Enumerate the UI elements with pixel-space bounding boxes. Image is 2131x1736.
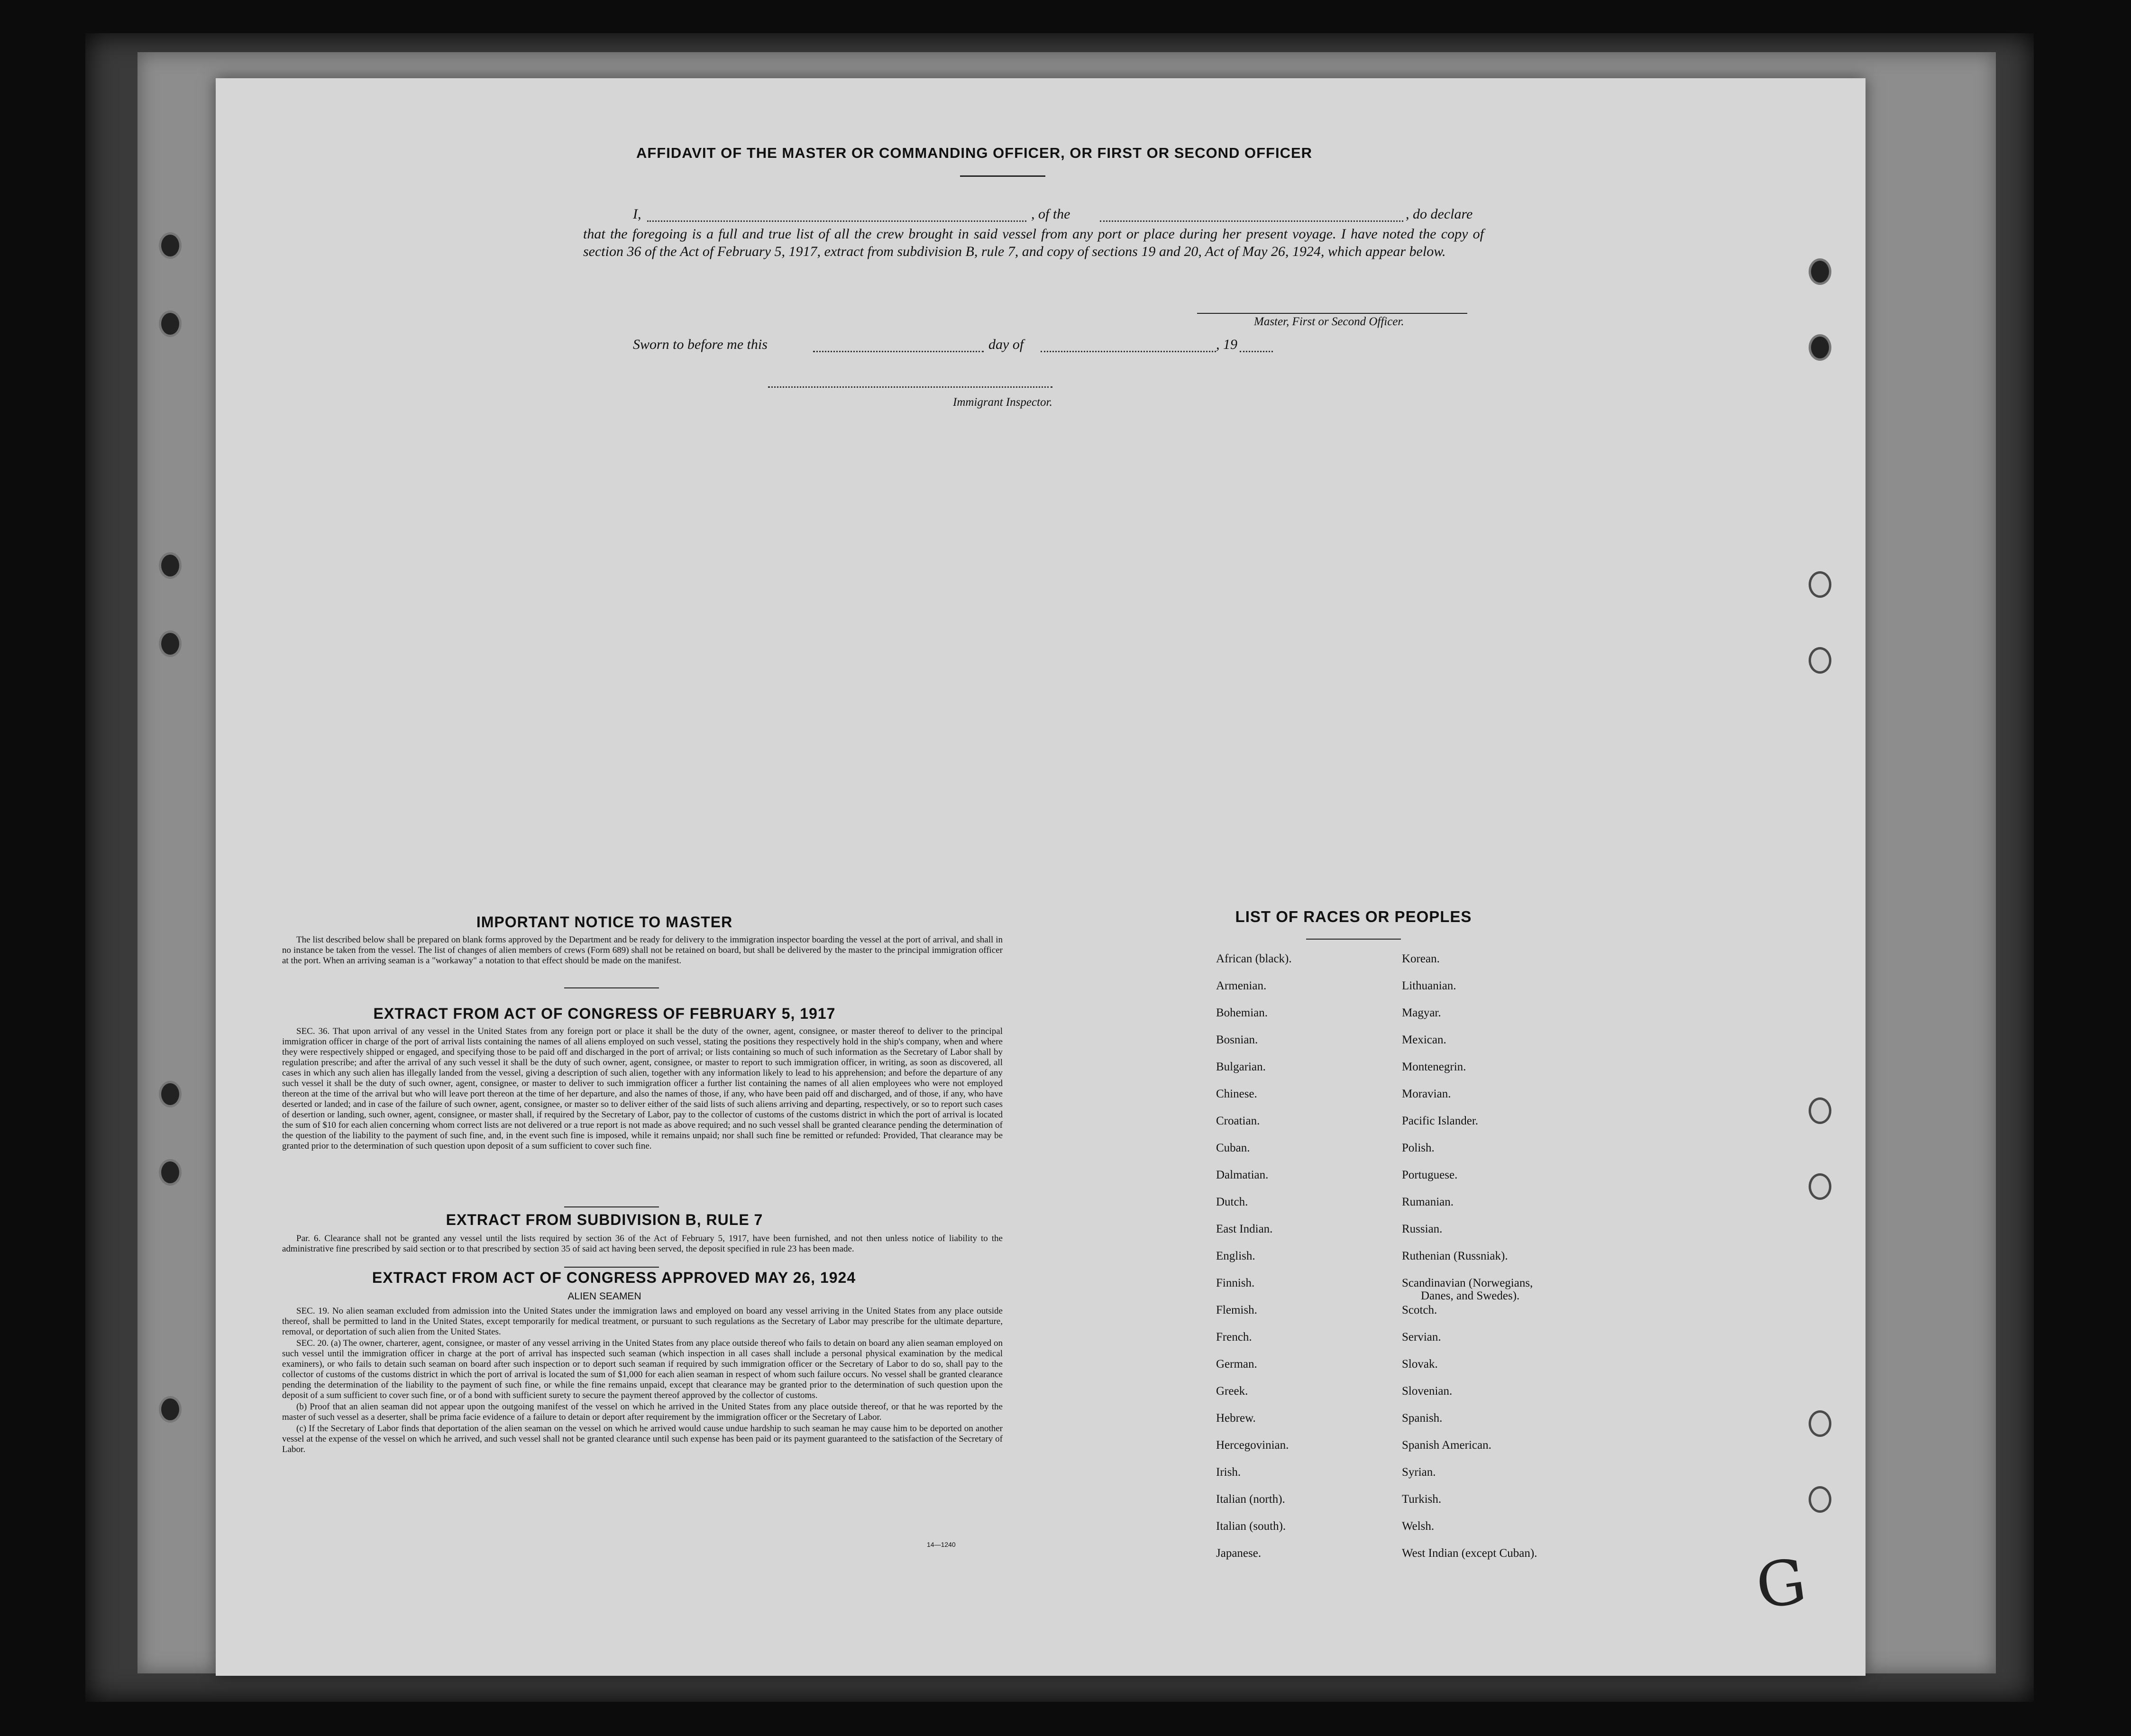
binder-hole [159,311,182,337]
race-item: Dalmatian. [1216,1169,1269,1181]
year-label: , 19 [1216,337,1237,352]
sworn-day-blank[interactable] [813,351,984,352]
races-right-list [1402,952,1537,1573]
race-item: Spanish. [1402,1412,1443,1425]
extract-rule7-text: Par. 6. Clearance shall not be granted any vessel until the lists required by section 36 of the Act of February 5, 1917, have been furnished, and not then unless notice of liability to the administrative fine prescribed by said section or to that prescribed by section 35 of said act having been served, the deposit specified in rule 23 has been made. [282,1233,1003,1254]
race-item: Italian (south). [1216,1520,1286,1533]
race-item: Croatian. [1216,1115,1260,1127]
sec20a-text: SEC. 20. (a) The owner, charterer, agent, consignee, or master of any vessel arriving in the United States from any place outside thereof who fails to detain on board any alien seaman employed on such vessel until the immigration officer in charge at the port of arrival has inspected such seaman (which inspection in all cases shall include a personal physical examination by the medical examiners), or who fails to detain such seaman on board after such inspection or to deport such seaman if required by such immigration officer or the Secretary of Labor to do so, shall pay to the collector of customs of the customs district in which the port of arrival is located the sum of $1,000 for each alien seaman in respect of whom such failure occurs. No vessel shall be granted clearance pending the determination of the liability to the payment of such fine, or while the fine remains unpaid, except that clearance may be granted prior to the determination of such question upon the deposit of a sum sufficient to cover such fine, or of a bond with sufficient surety to secure the payment thereof approved by the collector of customs. [282,1338,1003,1400]
sec20c-text: (c) If the Secretary of Labor finds that deportation of the alien seaman on the vessel on which he arrived would cause undue hardship to such seaman he may cause him to be deported on another vessel at the expense of the vessel on which he arrived, and such vessel shall not be granted clearance until such expense has been paid or its payment guaranteed to the satisfaction of the Secretary of Labor. [282,1424,1003,1454]
alien-seamen-subtitle: ALIEN SEAMEN [567,1291,641,1302]
extract-1924-title: EXTRACT FROM ACT OF CONGRESS APPROVED MAY 26, 1924 [372,1269,856,1286]
race-item: Rumanian. [1402,1196,1454,1208]
race-item: African (black). [1216,952,1292,965]
race-item: East Indian. [1216,1223,1273,1235]
inspector-label: Immigrant Inspector. [953,396,1052,409]
binder-hole [1809,258,1831,285]
race-item: Lithuanian. [1402,979,1456,992]
race-item: Polish. [1402,1142,1435,1154]
binder-hole [159,552,182,579]
race-item: Spanish American. [1402,1439,1491,1452]
form-number: 14—1240 [927,1541,956,1548]
binder-hole [1809,1410,1831,1437]
race-item: Scotch. [1402,1304,1437,1316]
master-signature-label: Master, First or Second Officer. [1254,315,1404,328]
extract-1917-title: EXTRACT FROM ACT OF CONGRESS OF FEBRUARY 5, 1917 [373,1005,836,1022]
race-item: Japanese. [1216,1547,1262,1560]
race-item: Chinese. [1216,1087,1257,1100]
binder-hole [159,1159,182,1186]
notice-title: IMPORTANT NOTICE TO MASTER [476,914,733,931]
notice-text: The list described below shall be prepared on blank forms approved by the Department and be ready for delivery to the immigration inspector boarding the vessel at the port of arrival, and shall in no instance be taken from the vessel. The list of changes of alien members of crews (Form 689) shall not be retained on board, but shall be delivered by the master to the principal immigration officer at the port. When an arriving seaman is a "workaway" a notation to that effect should be made on the manifest. [282,935,1003,966]
race-item: Mexican. [1402,1033,1446,1046]
race-item: Magyar. [1402,1006,1441,1019]
affidavit-i-label: I, [633,206,641,222]
binder-hole [1809,647,1831,674]
race-item: Bulgarian. [1216,1060,1266,1073]
binder-hole [159,1081,182,1107]
race-item: Bohemian. [1216,1006,1268,1019]
race-item: Welsh. [1402,1520,1435,1533]
signature-line[interactable] [1197,313,1467,314]
race-item: Korean. [1402,952,1440,965]
race-item: Dutch. [1216,1196,1248,1208]
extract-1917-body [282,1026,1003,1152]
name-blank[interactable] [647,220,1026,222]
race-item: Montenegrin. [1402,1060,1466,1073]
race-item: Cuban. [1216,1142,1250,1154]
race-item: Flemish. [1216,1304,1257,1316]
binder-hole [159,232,182,259]
race-item: Danes, and Swedes). [1421,1289,1520,1302]
sworn-label: Sworn to before me this [633,337,768,352]
race-item: Slovenian. [1402,1385,1453,1398]
race-item: Armenian. [1216,979,1267,992]
title-rule [960,175,1045,177]
race-item: German. [1216,1358,1257,1371]
inspector-signature-line[interactable] [768,386,1052,388]
handwritten-mark: G [1751,1544,1811,1623]
race-item: Pacific Islander. [1402,1115,1479,1127]
section-rule [564,987,659,988]
binder-hole [1809,1173,1831,1200]
race-item: Russian. [1402,1223,1443,1235]
section-rule [564,1267,659,1268]
race-item: Bosnian. [1216,1033,1258,1046]
race-item: Syrian. [1402,1466,1436,1479]
race-item: Portuguese. [1402,1169,1458,1181]
race-item: Slovak. [1402,1358,1438,1371]
race-item: Turkish. [1402,1493,1442,1506]
race-item: Italian (north). [1216,1493,1285,1506]
notice-body [282,935,1003,967]
declaration-text: that the foregoing is a full and true list of all the crew brought in said vessel from any port or place during her present voyage. I have noted the copy of section 36 of the Act of February 5, 1917, extract from subdivision B, rule 7, and copy of sections 19 and 20, Act of May 26, 1924, which appear below. [583,226,1484,259]
races-title: LIST OF RACES OR PEOPLES [1235,908,1472,925]
race-item: Scandinavian (Norwegians, [1402,1277,1533,1289]
race-item: Irish. [1216,1466,1241,1479]
binder-hole [159,1396,182,1423]
extract-rule7-title: EXTRACT FROM SUBDIVISION B, RULE 7 [446,1211,763,1228]
section-rule [564,1206,659,1207]
title-rule [1306,939,1401,940]
binder-hole [1809,1486,1831,1513]
race-item: Ruthenian (Russniak). [1402,1250,1508,1262]
extract-1917-text: SEC. 36. That upon arrival of any vessel in the United States from any foreign port or place it shall be the duty of the owner, agent, consignee, or master thereof to deliver to the principal immigration officer in charge of the port of arrival lists containing the names of all aliens employed on such vessel, stating the positions they respectively hold in the ship's company, when and where they were respectively shipped or engaged, and specifying those to be paid off and discharged in the port of arrival; or lists containing so much of such information as the Secretary of Labor shall by regulation prescribe; and after the arrival of any such vessel it shall be the duty of such owner, agent, consignee, or master to report to such immigration officer, in writing, as soon as discovered, all cases in which any such alien has illegally landed from the vessel, giving a description of such alien, together with any information likely to lead to his apprehension; and before the departure of any such vessel it shall be the duty of such owner, agent, consignee, or master to deliver to such immigration officer a further list containing the names of all alien employees who were not employed thereon at the time of the arrival but who will leave port thereon at the time of her departure, and also the names of those, if any, who have been paid off and discharged, and of those, if any, who have deserted or landed; and in case of the failure of such owner, agent, consignee, or master so to deliver either of the said lists of such aliens arriving and departing, respectively, or so to report such cases of desertion or landing, such owner, agent, consignee, or master shall, if required by the Secretary of Labor, pay to the collector of customs of the customs district in which the port of arrival is located the sum of $10 for each alien concerning whom correct lists are not delivered or a true report is not made as above required; and no such vessel shall be granted clearance pending the determination of the question of the liability to the payment of such fine, and, in the event such fine is imposed, while it remains unpaid; nor shall such fine be remitted or refunded: Provided, That clearance may be granted prior to the determination of such question upon deposit of a sum sufficient to cover such fine. [282,1026,1003,1151]
races-left-list [1216,952,1292,1573]
race-item: Hercegovinian. [1216,1439,1289,1452]
race-item: West Indian (except Cuban). [1402,1547,1537,1560]
extract-1924-body [282,1306,1003,1456]
race-item: Moravian. [1402,1087,1451,1100]
sworn-year-blank[interactable] [1240,351,1273,352]
binder-hole [1809,334,1831,361]
race-item: Hebrew. [1216,1412,1256,1425]
extract-rule7-body [282,1233,1003,1255]
race-item: English. [1216,1250,1255,1262]
race-item: French. [1216,1331,1252,1343]
binder-hole [159,630,182,657]
race-item: Greek. [1216,1385,1248,1398]
do-declare-label: , do declare [1406,206,1473,222]
sec19-text: SEC. 19. No alien seaman excluded from admission into the United States under the immigration laws and employed on board any vessel arriving in the United States from any place outside thereof, shall be permitted to land in the United States, except temporarily for medical treatment, or pursuant to such regulations as the Secretary of Labor may prescribe for the ultimate departure, removal, or deportation of such alien from the United States. [282,1306,1003,1337]
vessel-blank[interactable] [1100,220,1403,222]
form-sheet [216,78,1866,1676]
affidavit-title: AFFIDAVIT OF THE MASTER OR COMMANDING OFFICER, OR FIRST OR SECOND OFFICER [636,145,1313,161]
binder-hole [1809,571,1831,598]
of-the-label: , of the [1031,206,1070,222]
sec20b-text: (b) Proof that an alien seaman did not appear upon the outgoing manifest of the vessel on which he arrived in the United States from any place outside thereof, or that he was reported by the master of such vessel as a deserter, shall be prima facie evidence of a failure to detain or deport after requirement by the immigration officer or the Secretary of Labor. [282,1402,1003,1422]
race-item: Finnish. [1216,1277,1255,1289]
binder-hole [1809,1097,1831,1124]
sworn-month-blank[interactable] [1041,351,1216,352]
day-of-label: day of [988,337,1024,352]
race-item: Servian. [1402,1331,1441,1343]
